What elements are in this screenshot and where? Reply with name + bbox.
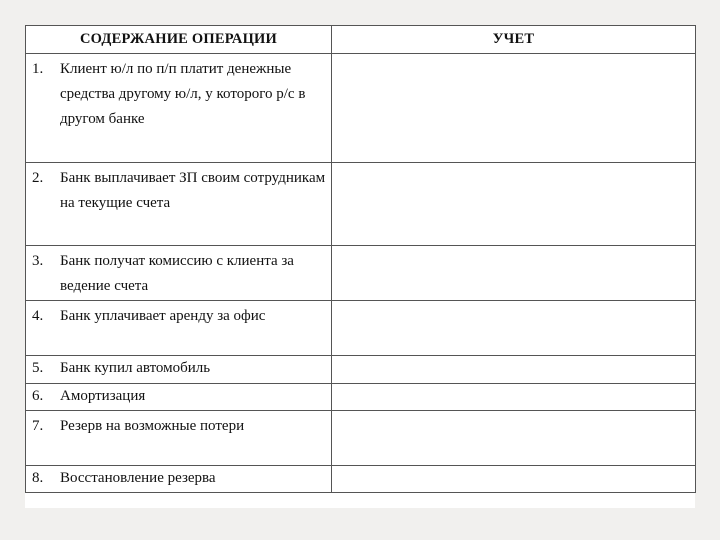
- operation-text: Банк получат комиссию с клиента за ведение счета: [60, 253, 294, 294]
- operation-text: Резерв на возможные потери: [60, 418, 245, 434]
- header-operation: СОДЕРЖАНИЕ ОПЕРАЦИИ: [26, 26, 332, 54]
- operation-text: Амортизация: [60, 388, 146, 404]
- table-row: [26, 246, 696, 301]
- operation-text: Банк выплачивает ЗП своим сотрудникам на текущие счета: [60, 170, 326, 211]
- row-number: 1.: [32, 61, 44, 77]
- table-row: [26, 411, 696, 466]
- operation-text: Клиент ю/л по п/п платит денежные средства другому ю/л, у которого р/с в другом банке: [60, 61, 306, 127]
- table-row: [26, 301, 696, 356]
- header-accounting: УЧЕТ: [332, 26, 696, 54]
- operation-cell: [26, 411, 332, 466]
- table-row: [26, 163, 696, 246]
- operation-text: Банк уплачивает аренду за офис: [60, 308, 266, 324]
- operation-cell: [26, 54, 332, 163]
- operation-cell: [26, 384, 332, 411]
- row-number: 8.: [32, 470, 44, 486]
- operation-cell: [26, 163, 332, 246]
- operation-cell: [26, 466, 332, 493]
- row-number: 4.: [32, 308, 44, 324]
- table-row: [26, 54, 696, 163]
- accounting-cell: [332, 301, 696, 356]
- row-number: 3.: [32, 253, 44, 269]
- accounting-cell: [332, 246, 696, 301]
- accounting-cell: [332, 54, 696, 163]
- row-number: 2.: [32, 170, 44, 186]
- row-number: 6.: [32, 388, 44, 404]
- row-number: 5.: [32, 360, 44, 376]
- operation-cell: [26, 301, 332, 356]
- header-row: [26, 26, 696, 54]
- accounting-cell: [332, 466, 696, 493]
- operation-cell: [26, 246, 332, 301]
- accounting-cell: [332, 411, 696, 466]
- accounting-cell: [332, 384, 696, 411]
- table-row: [26, 466, 696, 493]
- table-row: [26, 384, 696, 411]
- accounting-cell: [332, 163, 696, 246]
- table-row: [26, 356, 696, 384]
- operation-text: Банк купил автомобиль: [60, 360, 211, 376]
- accounting-cell: [332, 356, 696, 384]
- operations-table: [25, 25, 696, 493]
- row-number: 7.: [32, 418, 44, 434]
- operations-sheet: [25, 25, 695, 508]
- operation-cell: [26, 356, 332, 384]
- operation-text: Восстановление резерва: [60, 470, 216, 486]
